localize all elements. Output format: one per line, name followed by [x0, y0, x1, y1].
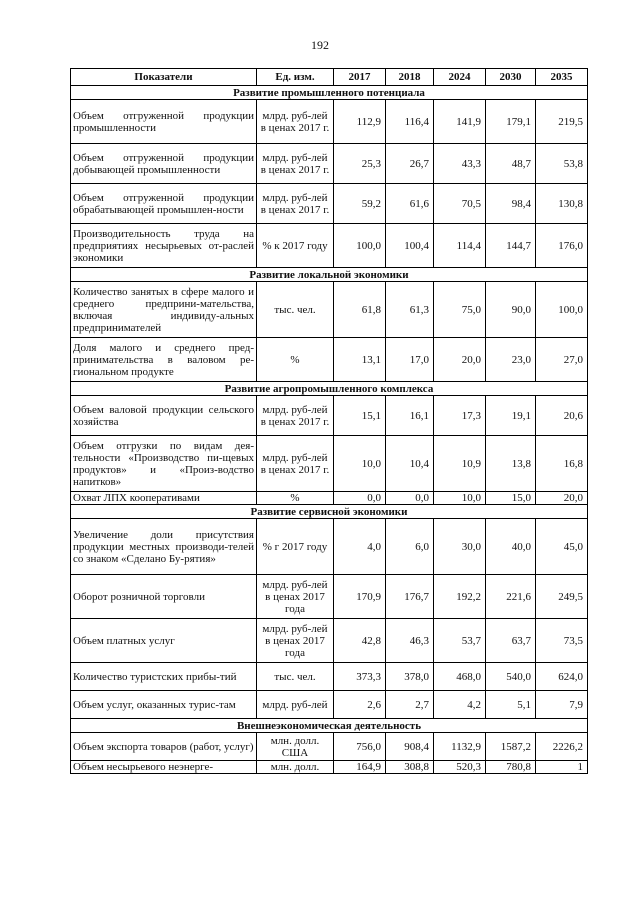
- table-row: [71, 184, 588, 224]
- table-row: [71, 761, 588, 774]
- column-header: 2030: [486, 69, 536, 86]
- unit-cell: млн. долл.: [257, 761, 334, 774]
- value-cell: 378,0: [386, 663, 434, 691]
- table-row: [71, 575, 588, 619]
- column-header: 2035: [536, 69, 588, 86]
- value-cell: 25,3: [334, 144, 386, 184]
- table-row: [71, 100, 588, 144]
- section-header-row: [71, 719, 588, 733]
- value-cell: 468,0: [434, 663, 486, 691]
- indicator-name: Охват ЛПХ кооперативами: [71, 492, 257, 505]
- table-row: [71, 663, 588, 691]
- value-cell: 373,3: [334, 663, 386, 691]
- value-cell: 53,8: [536, 144, 588, 184]
- table-row: [71, 338, 588, 382]
- value-cell: 249,5: [536, 575, 588, 619]
- section-title: Развитие сервисной экономики: [71, 505, 588, 519]
- table-row: [71, 733, 588, 761]
- indicator-name: Объем экспорта товаров (работ, услуг): [71, 733, 257, 761]
- unit-cell: млрд. руб-лей в ценах 2017 года: [257, 575, 334, 619]
- value-cell: 10,9: [434, 436, 486, 492]
- value-cell: 10,4: [386, 436, 434, 492]
- value-cell: 520,3: [434, 761, 486, 774]
- unit-cell: млн. долл. США: [257, 733, 334, 761]
- value-cell: 130,8: [536, 184, 588, 224]
- table-row: [71, 691, 588, 719]
- value-cell: 30,0: [434, 519, 486, 575]
- value-cell: 26,7: [386, 144, 434, 184]
- value-cell: 48,7: [486, 144, 536, 184]
- indicator-name: Объем отгруженной продукции обрабатывающей промышлен-ности: [71, 184, 257, 224]
- value-cell: 13,1: [334, 338, 386, 382]
- value-cell: 73,5: [536, 619, 588, 663]
- value-cell: 176,7: [386, 575, 434, 619]
- section-title: Развитие промышленного потенциала: [71, 86, 588, 100]
- value-cell: 19,1: [486, 396, 536, 436]
- value-cell: 13,8: [486, 436, 536, 492]
- table-row: [71, 492, 588, 505]
- value-cell: 112,9: [334, 100, 386, 144]
- section-title: Развитие локальной экономики: [71, 268, 588, 282]
- value-cell: 20,0: [536, 492, 588, 505]
- value-cell: 624,0: [536, 663, 588, 691]
- indicator-name: Увеличение доли присутствия продукции местных производи-телей со знаком «Сделано Бу-рятия»: [71, 519, 257, 575]
- unit-cell: млрд. руб-лей в ценах 2017 г.: [257, 396, 334, 436]
- value-cell: 10,0: [334, 436, 386, 492]
- value-cell: 17,3: [434, 396, 486, 436]
- value-cell: 0,0: [334, 492, 386, 505]
- table-body: [71, 86, 588, 774]
- unit-cell: тыс. чел.: [257, 282, 334, 338]
- value-cell: 179,1: [486, 100, 536, 144]
- indicator-name: Оборот розничной торговли: [71, 575, 257, 619]
- section-header-row: [71, 382, 588, 396]
- value-cell: 53,7: [434, 619, 486, 663]
- indicator-name: Производительность труда на предприятиях несырьевых от-раслей экономики: [71, 224, 257, 268]
- value-cell: 43,3: [434, 144, 486, 184]
- value-cell: 221,6: [486, 575, 536, 619]
- section-header-row: [71, 86, 588, 100]
- indicator-name: Объем валовой продукции сельского хозяйства: [71, 396, 257, 436]
- value-cell: 10,0: [434, 492, 486, 505]
- unit-cell: % к 2017 году: [257, 224, 334, 268]
- unit-cell: млрд. руб-лей в ценах 2017 г.: [257, 184, 334, 224]
- section-title: Развитие агропромышленного комплекса: [71, 382, 588, 396]
- value-cell: 70,5: [434, 184, 486, 224]
- value-cell: 15,1: [334, 396, 386, 436]
- table-row: [71, 144, 588, 184]
- value-cell: 42,8: [334, 619, 386, 663]
- value-cell: 2,7: [386, 691, 434, 719]
- value-cell: 20,6: [536, 396, 588, 436]
- value-cell: 0,0: [386, 492, 434, 505]
- unit-cell: млрд. руб-лей в ценах 2017 г.: [257, 144, 334, 184]
- unit-cell: % г 2017 году: [257, 519, 334, 575]
- value-cell: 4,2: [434, 691, 486, 719]
- value-cell: 59,2: [334, 184, 386, 224]
- column-header: Ед. изм.: [257, 69, 334, 86]
- value-cell: 46,3: [386, 619, 434, 663]
- table-row: [71, 519, 588, 575]
- value-cell: 61,3: [386, 282, 434, 338]
- value-cell: 23,0: [486, 338, 536, 382]
- value-cell: 61,8: [334, 282, 386, 338]
- section-header-row: [71, 505, 588, 519]
- value-cell: 16,1: [386, 396, 434, 436]
- value-cell: 176,0: [536, 224, 588, 268]
- value-cell: 1132,9: [434, 733, 486, 761]
- value-cell: 17,0: [386, 338, 434, 382]
- table-row: [71, 619, 588, 663]
- indicator-name: Объем отгруженной продукции добывающей промышленности: [71, 144, 257, 184]
- unit-cell: %: [257, 492, 334, 505]
- indicator-name: Доля малого и среднего пред-принимательства в валовом ре-гиональном продукте: [71, 338, 257, 382]
- value-cell: 27,0: [536, 338, 588, 382]
- column-header: Показатели: [71, 69, 257, 86]
- value-cell: 16,8: [536, 436, 588, 492]
- value-cell: 15,0: [486, 492, 536, 505]
- unit-cell: млрд. руб-лей: [257, 691, 334, 719]
- table-header-row: [71, 69, 588, 86]
- value-cell: 5,1: [486, 691, 536, 719]
- value-cell: 116,4: [386, 100, 434, 144]
- value-cell: 192,2: [434, 575, 486, 619]
- value-cell: 6,0: [386, 519, 434, 575]
- value-cell: 1: [536, 761, 588, 774]
- value-cell: 540,0: [486, 663, 536, 691]
- value-cell: 164,9: [334, 761, 386, 774]
- indicator-name: Объем несырьевого неэнерге-: [71, 761, 257, 774]
- value-cell: 100,0: [536, 282, 588, 338]
- indicator-name: Количество туристских прибы-тий: [71, 663, 257, 691]
- indicator-name: Объем отгрузки по видам дея-тельности «Производство пи-щевых продуктов» и «Произ-водство напитков»: [71, 436, 257, 492]
- value-cell: 90,0: [486, 282, 536, 338]
- value-cell: 756,0: [334, 733, 386, 761]
- column-header: 2017: [334, 69, 386, 86]
- value-cell: 780,8: [486, 761, 536, 774]
- value-cell: 2226,2: [536, 733, 588, 761]
- section-title: Внешнеэкономическая деятельность: [71, 719, 588, 733]
- table-row: [71, 436, 588, 492]
- page-number: 192: [311, 38, 329, 52]
- value-cell: 75,0: [434, 282, 486, 338]
- section-header-row: [71, 268, 588, 282]
- value-cell: 170,9: [334, 575, 386, 619]
- value-cell: 219,5: [536, 100, 588, 144]
- value-cell: 20,0: [434, 338, 486, 382]
- column-header: 2018: [386, 69, 434, 86]
- table-row: [71, 396, 588, 436]
- value-cell: 4,0: [334, 519, 386, 575]
- value-cell: 2,6: [334, 691, 386, 719]
- column-header: 2024: [434, 69, 486, 86]
- table-row: [71, 282, 588, 338]
- value-cell: 100,0: [334, 224, 386, 268]
- value-cell: 45,0: [536, 519, 588, 575]
- value-cell: 141,9: [434, 100, 486, 144]
- unit-cell: млрд. руб-лей в ценах 2017 г.: [257, 100, 334, 144]
- value-cell: 63,7: [486, 619, 536, 663]
- indicator-name: Объем отгруженной продукции промышленности: [71, 100, 257, 144]
- value-cell: 308,8: [386, 761, 434, 774]
- unit-cell: тыс. чел.: [257, 663, 334, 691]
- indicators-table: [70, 68, 588, 774]
- unit-cell: млрд. руб-лей в ценах 2017 года: [257, 619, 334, 663]
- value-cell: 61,6: [386, 184, 434, 224]
- value-cell: 100,4: [386, 224, 434, 268]
- value-cell: 114,4: [434, 224, 486, 268]
- indicator-name: Количество занятых в сфере малого и среднего предприни-мательства, включая индивиду-альных предпринимателей: [71, 282, 257, 338]
- indicator-name: Объем услуг, оказанных турис-там: [71, 691, 257, 719]
- value-cell: 908,4: [386, 733, 434, 761]
- table-row: [71, 224, 588, 268]
- indicator-name: Объем платных услуг: [71, 619, 257, 663]
- value-cell: 7,9: [536, 691, 588, 719]
- unit-cell: %: [257, 338, 334, 382]
- value-cell: 98,4: [486, 184, 536, 224]
- value-cell: 1587,2: [486, 733, 536, 761]
- value-cell: 144,7: [486, 224, 536, 268]
- value-cell: 40,0: [486, 519, 536, 575]
- unit-cell: млрд. руб-лей в ценах 2017 г.: [257, 436, 334, 492]
